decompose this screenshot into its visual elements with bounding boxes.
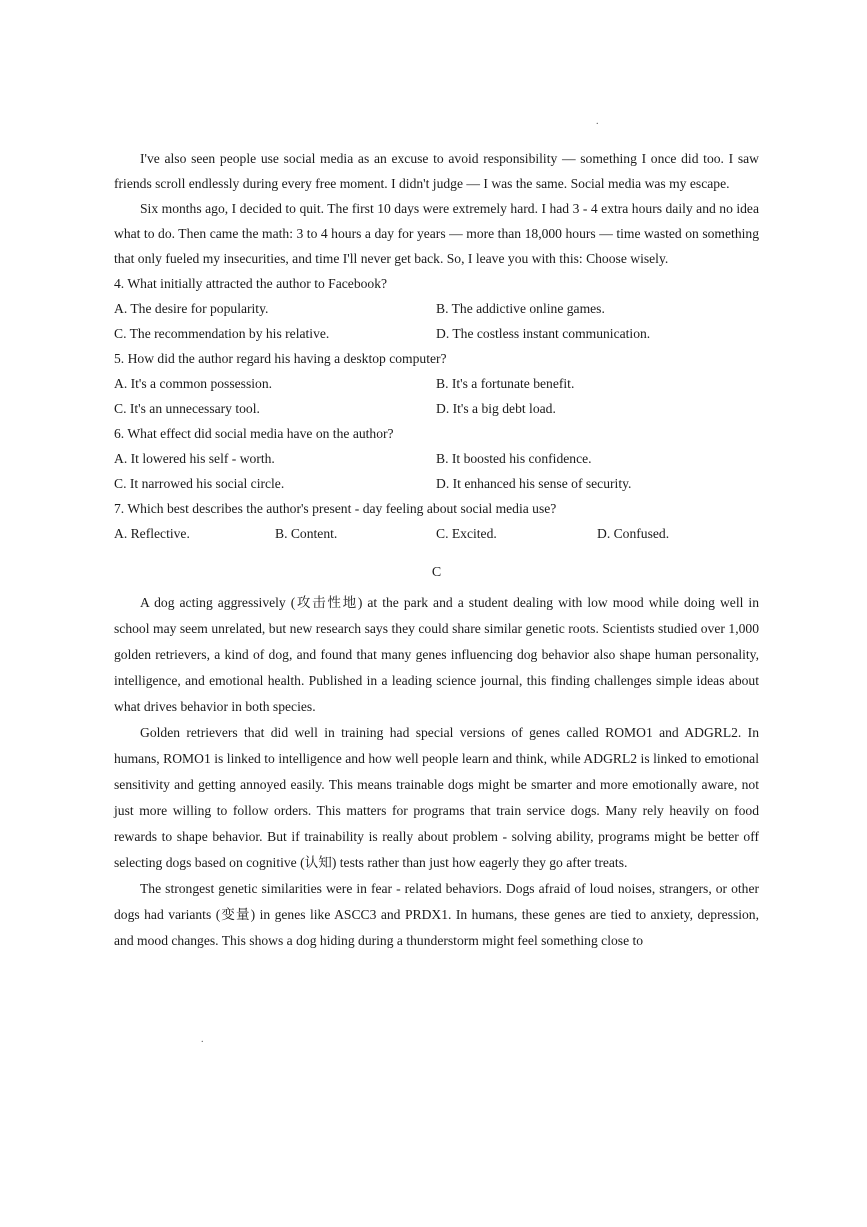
- question-5: [114, 346, 759, 421]
- passage-b-paragraph: Six months ago, I decided to quit. The first 10 days were extremely hard. I had 3 - 4 extra hours daily and no idea what to do. Then came the math: 3 to 4 hours a day for years — more than 18,000 hours — time wasted on something that only fueled my insecurities, and time I'll never get back. So, I leave you with this: Choose wisely.: [114, 201, 759, 266]
- question-stem: 5. How did the author regard his having a desktop computer?: [114, 351, 447, 366]
- passage-c-paragraph: Golden retrievers that did well in training had special versions of genes called ROMO1 and ADGRL2. In humans, ROMO1 is linked to intelligence and how well people learn and think, while ADGRL2 is linked to emotional sensitivity and getting annoyed easily. This means trainable dogs might be smarter and more emotionally aware, not just more willing to follow orders. This matters for programs that train service dogs. Many rely heavily on food rewards to shape behavior. But if trainability is really about problem - solving ability, programs might be better off selecting dogs based on cognitive (认知) tests rather than just how eagerly they go after treats.: [114, 725, 759, 870]
- section-title-c: C: [431, 565, 442, 580]
- option-a: A. Reflective.: [114, 526, 190, 541]
- question-options: [114, 521, 759, 546]
- option-b: B. It boosted his confidence.: [436, 451, 592, 466]
- option-b: B. It's a fortunate benefit.: [436, 376, 575, 391]
- passage-b-paragraph: I've also seen people use social media as an excuse to avoid responsibility — something I once did too. I saw friends scroll endlessly during every free moment. I didn't judge — I was the same. Social media was my escape.: [114, 151, 759, 191]
- question-options: [114, 371, 759, 421]
- option-c: C. Excited.: [436, 526, 497, 541]
- option-c: C. It's an unnecessary tool.: [114, 401, 260, 416]
- question-4: [114, 271, 759, 346]
- option-b: B. Content.: [275, 526, 338, 541]
- option-d: D. It enhanced his sense of security.: [436, 476, 632, 491]
- question-stem: 7. Which best describes the author's present - day feeling about social media use?: [114, 501, 557, 516]
- option-b: B. The addictive online games.: [436, 301, 605, 316]
- question-6: [114, 421, 759, 496]
- option-c: C. The recommendation by his relative.: [114, 326, 330, 341]
- scan-dot-bottom: .: [201, 1034, 204, 1045]
- option-a: A. It lowered his self - worth.: [114, 451, 275, 466]
- passage-c-paragraph: The strongest genetic similarities were in fear - related behaviors. Dogs afraid of loud noises, strangers, or other dogs had variants (变量) in genes like ASCC3 and PRDX1. In humans, these genes are tied to anxiety, depression, and mood changes. This shows a dog hiding during a thunderstorm might feel something close to: [114, 881, 759, 948]
- question-7: [114, 496, 759, 546]
- option-d: D. Confused.: [597, 526, 670, 541]
- scan-dot-top: .: [596, 116, 599, 127]
- option-c: C. It narrowed his social circle.: [114, 476, 285, 491]
- option-d: D. The costless instant communication.: [436, 326, 651, 341]
- question-options: [114, 446, 759, 496]
- option-d: D. It's a big debt load.: [436, 401, 556, 416]
- option-a: A. The desire for popularity.: [114, 301, 269, 316]
- option-a: A. It's a common possession.: [114, 376, 273, 391]
- passage-c-paragraph: A dog acting aggressively (攻击性地) at the park and a student dealing with low mood while doing well in school may seem unrelated, but new research says they could share similar genetic roots. Scientists studied over 1,000 golden retrievers, a kind of dog, and found that many genes influencing dog behavior also shape human personality, intelligence, and emotional health. Published in a leading science journal, this finding challenges simple ideas about what drives behavior in both species.: [114, 595, 759, 714]
- exam-page: [114, 146, 759, 954]
- question-options: [114, 296, 759, 346]
- question-stem: 4. What initially attracted the author to Facebook?: [114, 276, 388, 291]
- question-stem: 6. What effect did social media have on the author?: [114, 426, 394, 441]
